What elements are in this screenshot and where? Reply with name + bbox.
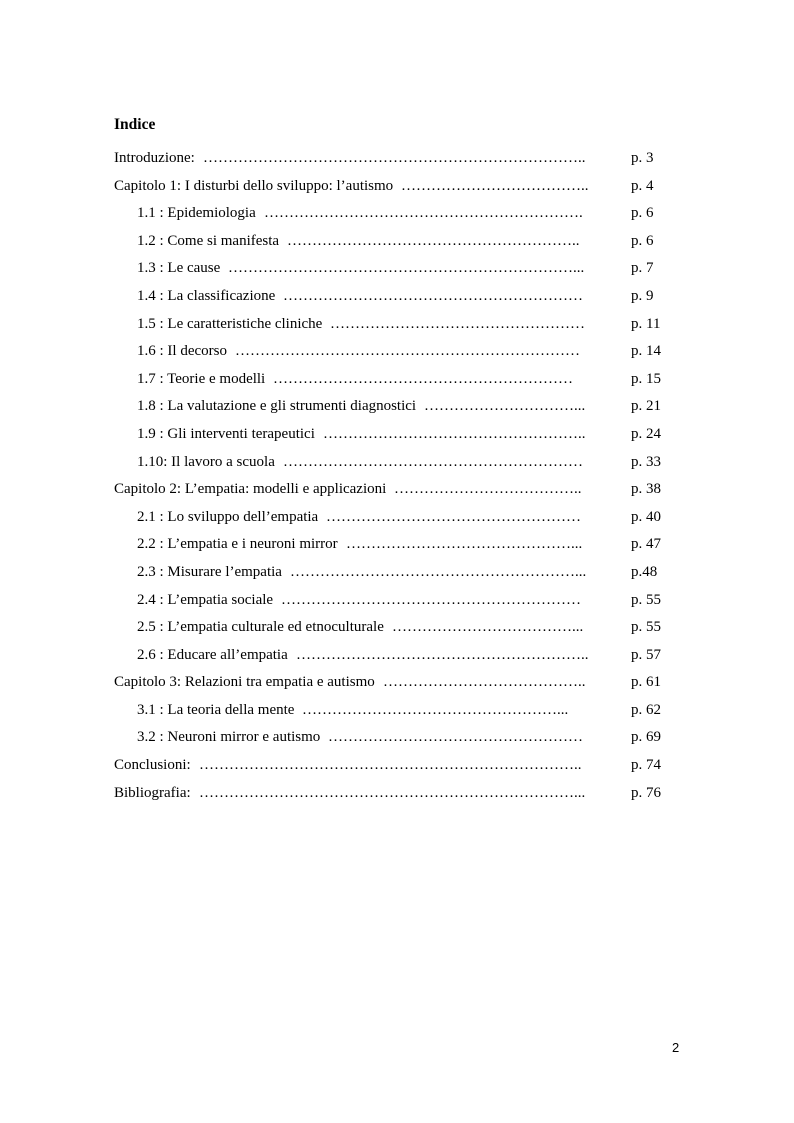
toc-entry-leader: ……………………………………………………………...	[228, 260, 585, 277]
toc-entry	[114, 256, 664, 284]
toc-entry-title: 1.4 : La classificazione	[137, 287, 276, 304]
toc-entry-leader: ………………………………………...	[346, 536, 583, 553]
toc-entry	[114, 394, 664, 422]
toc-entry-page: p. 9	[631, 287, 654, 304]
toc-entry-page: p. 76	[631, 784, 661, 801]
table-of-contents	[114, 146, 664, 808]
toc-entry-title: Bibliografia:	[114, 784, 191, 801]
toc-entry	[114, 450, 664, 478]
toc-entry-page: p. 55	[631, 619, 661, 636]
toc-entry	[114, 201, 664, 229]
toc-entry	[114, 670, 664, 698]
toc-entry-title: 1.9 : Gli interventi terapeutici	[137, 425, 315, 442]
toc-entry-leader: ……………………………………………………	[281, 591, 581, 608]
toc-entry-title: 1.5 : Le caratteristiche cliniche	[137, 315, 323, 332]
toc-entry	[114, 367, 664, 395]
toc-entry-leader: …………………………...	[424, 398, 586, 415]
toc-entry-title: 1.1 : Epidemiologia	[137, 205, 256, 222]
toc-entry-leader: ………………………………...	[392, 619, 584, 636]
toc-heading: Indice	[114, 116, 156, 133]
toc-entry-title: Capitolo 3: Relazioni tra empatia e autismo	[114, 674, 375, 691]
toc-entry	[114, 753, 664, 781]
toc-entry-page: p. 61	[631, 674, 661, 691]
toc-entry-leader: ……………………………………………	[330, 315, 585, 332]
toc-entry	[114, 477, 664, 505]
toc-entry	[114, 643, 664, 671]
toc-entry-leader: …………………………………………………………………..	[203, 150, 586, 166]
toc-entry-page: p. 15	[631, 370, 661, 387]
toc-entry-leader: …………………………………………………...	[290, 563, 587, 580]
toc-entry-page: p. 3	[631, 150, 654, 166]
toc-entry	[114, 725, 664, 753]
toc-entry-page: p. 6	[631, 205, 654, 222]
toc-entry-leader: …………………………………..	[383, 674, 586, 691]
toc-entry-page: p. 57	[631, 646, 661, 663]
toc-entry	[114, 505, 664, 533]
toc-entry-title: 1.8 : La valutazione e gli strumenti diagnostici	[137, 398, 417, 415]
toc-entry-leader: ……………………………………………………….	[264, 205, 583, 222]
toc-entry	[114, 781, 664, 809]
toc-entry-page: p. 69	[631, 729, 661, 746]
toc-entry-title: 2.3 : Misurare l’empatia	[137, 563, 282, 580]
toc-entry-title: 2.5 : L’empatia culturale ed etnoculturale	[137, 619, 384, 636]
toc-entry-page: p. 62	[631, 701, 661, 718]
toc-entry-leader: ……………………………………………………	[283, 287, 583, 304]
toc-entry-leader: ……………………………………………………	[283, 453, 583, 470]
toc-entry-leader: ……………………………………………………	[273, 370, 573, 387]
toc-entry-page: p. 4	[631, 177, 654, 194]
toc-entry-title: 1.10: Il lavoro a scuola	[137, 453, 275, 470]
toc-entry-leader: ………………………………..	[401, 177, 589, 194]
toc-entry-page: p. 7	[631, 260, 654, 277]
toc-entry-title: 3.1 : La teoria della mente	[137, 701, 295, 718]
toc-entry-page: p. 11	[631, 315, 661, 332]
toc-entry-title: 2.4 : L’empatia sociale	[137, 591, 274, 608]
toc-entry-title: 2.1 : Lo sviluppo dell’empatia	[137, 508, 319, 525]
toc-entry	[114, 698, 664, 726]
toc-entry-page: p. 40	[631, 508, 661, 525]
toc-entry	[114, 532, 664, 560]
toc-entry	[114, 560, 664, 588]
toc-entry-page: p. 38	[631, 481, 661, 498]
toc-entry	[114, 229, 664, 257]
toc-entry-title: 1.6 : Il decorso	[137, 343, 227, 360]
toc-entry-page: p. 21	[631, 398, 661, 415]
toc-entry-title: 3.2 : Neuroni mirror e autismo	[137, 729, 321, 746]
toc-entry-title: 1.3 : Le cause	[137, 260, 221, 277]
toc-entry	[114, 312, 664, 340]
toc-entry	[114, 284, 664, 312]
toc-entry-title: 2.6 : Educare all’empatia	[137, 646, 288, 663]
toc-entry-title: 1.2 : Come si manifesta	[137, 232, 280, 249]
toc-entry-page: p. 47	[631, 536, 661, 553]
toc-entry-leader: …………………………………………………..	[296, 646, 589, 663]
toc-entry-title: Conclusioni:	[114, 757, 191, 774]
toc-entry	[114, 174, 664, 202]
toc-entry-page: p. 14	[631, 343, 661, 360]
toc-entry-page: p. 24	[631, 425, 661, 442]
toc-entry-page: p. 33	[631, 453, 661, 470]
toc-entry	[114, 588, 664, 616]
toc-entry-leader: …………………………………………………..	[287, 232, 580, 249]
toc-entry	[114, 339, 664, 367]
toc-entry-leader: ………………………………..	[394, 481, 582, 498]
toc-entry-title: Introduzione:	[114, 150, 195, 166]
toc-entry-leader: ……………………………………………	[328, 729, 583, 746]
toc-entry	[114, 422, 664, 450]
toc-entry-page: p. 55	[631, 591, 661, 608]
toc-entry-page: p. 6	[631, 232, 654, 249]
toc-entry-page: p.48	[631, 563, 658, 580]
toc-entry-title: Capitolo 1: I disturbi dello sviluppo: l’autismo	[114, 177, 394, 194]
toc-entry-leader: ……………………………………………	[326, 508, 581, 525]
toc-entry-title: 1.7 : Teorie e modelli	[137, 370, 266, 387]
toc-entry-title: Capitolo 2: L’empatia: modelli e applicazioni	[114, 481, 387, 498]
toc-entry-leader: ……………………………………………..	[323, 425, 586, 442]
toc-entry-leader: …………………………………………………………………..	[199, 757, 582, 774]
toc-entry-leader: …………………………………………………………………...	[199, 784, 586, 801]
page-number: 2	[672, 1040, 680, 1055]
toc-entry	[114, 615, 664, 643]
toc-entry	[114, 146, 664, 174]
toc-entry-title: 2.2 : L’empatia e i neuroni mirror	[137, 536, 338, 553]
toc-entry-leader: ……………………………………………...	[302, 701, 569, 718]
toc-entry-leader: ……………………………………………………………	[235, 343, 580, 360]
toc-entry-page: p. 74	[631, 757, 661, 774]
